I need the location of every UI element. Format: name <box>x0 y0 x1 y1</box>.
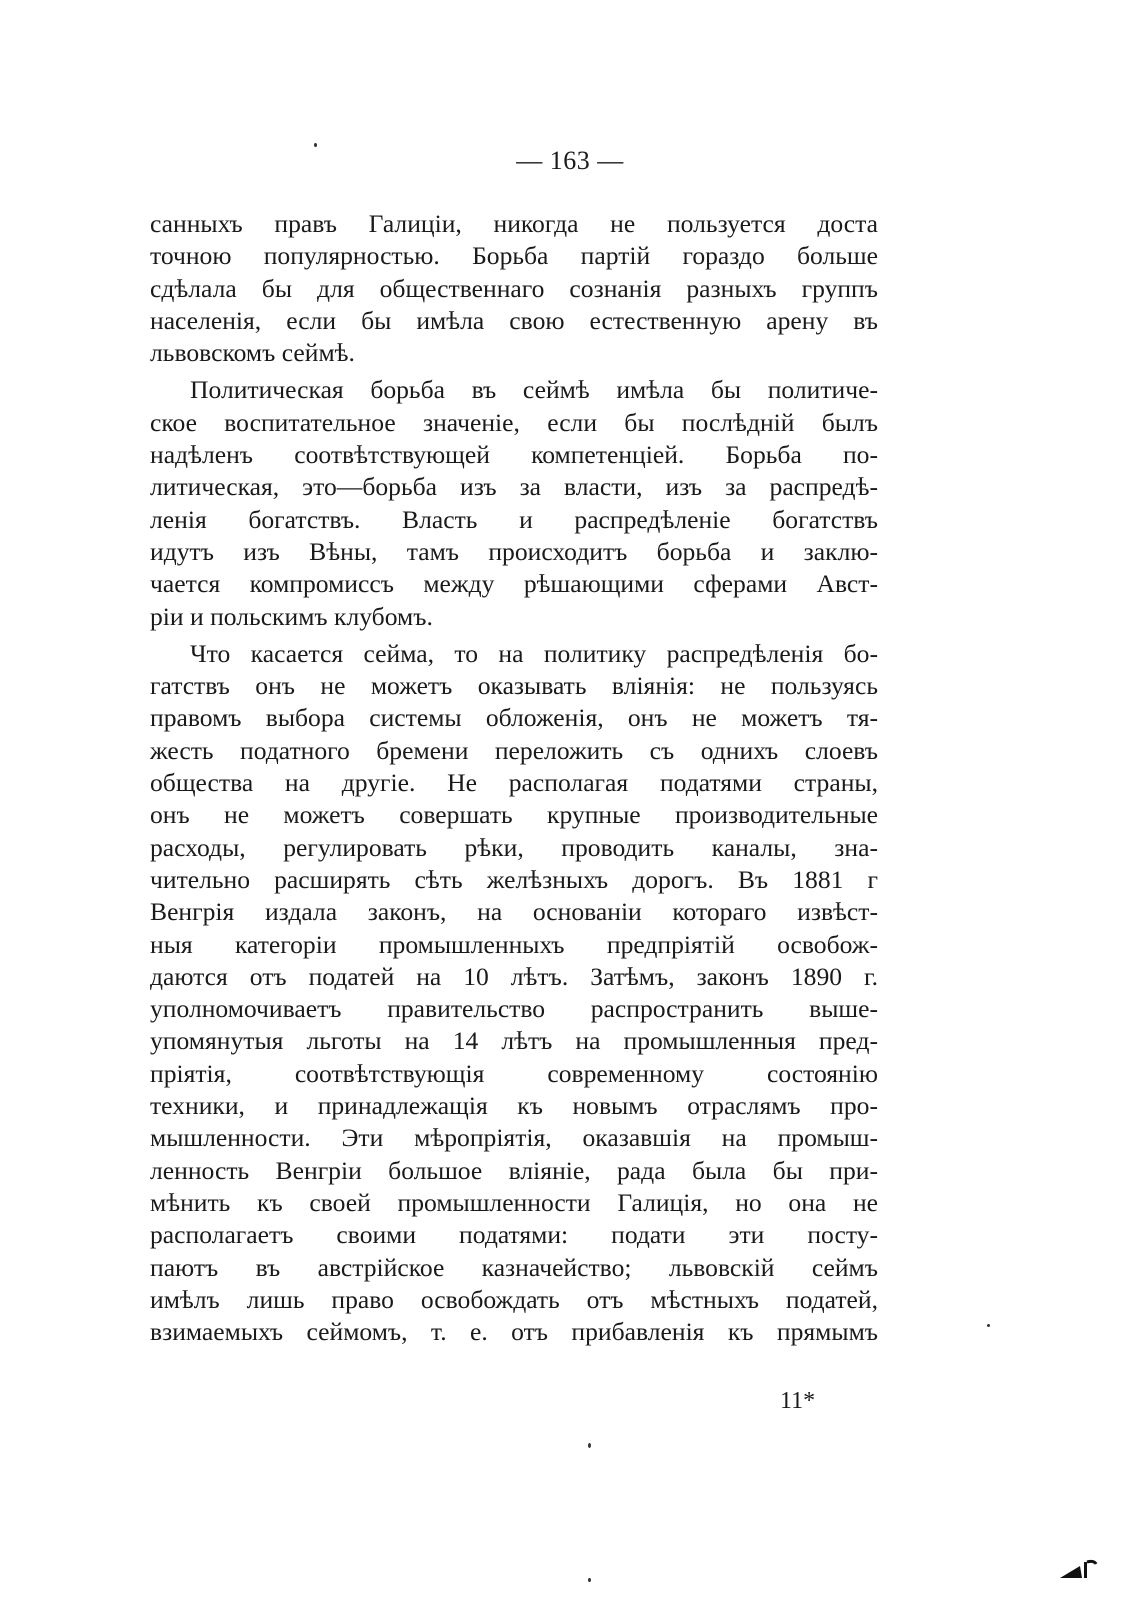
text-line: чается компромиссъ между рѣшающими сферами Авст- <box>150 569 878 599</box>
text-line: ріи и польскимъ клубомъ. <box>150 601 433 631</box>
text-line: правомъ выбора системы обложенія, онъ не можетъ тя- <box>150 703 878 733</box>
text-line: Политическая борьба въ сеймѣ имѣла бы политиче- <box>190 375 878 405</box>
text-line: расходы, регулировать рѣки, проводить каналы, зна- <box>150 832 878 862</box>
text-line: пріятія, соотвѣтствующія современному состоянію <box>150 1058 878 1088</box>
text-line: литическая, это—борьба изъ за власти, изъ за распредѣ- <box>150 472 878 502</box>
paragraph-2 <box>150 374 878 632</box>
page-number: — 163 — <box>516 146 624 175</box>
text-line: мышленности. Эти мѣропріятія, оказавшія на промыш- <box>150 1123 878 1153</box>
scan-corner-mark-icon <box>1058 1558 1098 1580</box>
text-line: санныхъ правъ Галиціи, никогда не пользуется доста <box>150 209 878 238</box>
text-line: мѣнить къ своей промышленности Галиція, но она не <box>150 1187 878 1217</box>
text-line: Венгрія издала законъ, на основаніи котораго извѣст- <box>150 897 878 927</box>
text-line: гатствъ онъ не можетъ оказывать вліянія: не пользуясь <box>150 671 878 701</box>
text-line: надѣленъ соотвѣтствующей компетенціей. Борьба по- <box>150 440 878 470</box>
text-line: онъ не можетъ совершать крупные производительные <box>150 800 878 830</box>
text-line: даются отъ податей на 10 лѣтъ. Затѣмъ, законъ 1890 г. <box>150 961 878 991</box>
text-line: уполномочиваетъ правительство распространить выше- <box>150 994 878 1024</box>
signature-mark: 11* <box>780 1388 816 1414</box>
text-line: жесть податного бремени переложить съ однихъ слоевъ <box>150 735 878 765</box>
text-line: ленія богатствъ. Власть и распредѣленіе богатствъ <box>150 504 878 534</box>
scan-speck <box>588 1578 591 1582</box>
text-line: чительно расширять сѣть желѣзныхъ дорогъ. Въ 1881 г <box>150 864 878 894</box>
text-line: идутъ изъ Вѣны, тамъ происходитъ борьба и заклю- <box>150 536 878 566</box>
text-line: сдѣлала бы для общественнаго сознанія разныхъ группъ <box>150 273 878 303</box>
text-line: Что касается сейма, то на политику распредѣленія бо- <box>190 638 878 668</box>
text-line: точною популярностью. Борьба партій гораздо больше <box>150 241 878 271</box>
text-line: техники, и принадлежащія къ новымъ отраслямъ про- <box>150 1091 878 1121</box>
text-line: ское воспитательное значеніе, если бы послѣдній былъ <box>150 407 878 437</box>
scan-speck <box>314 143 317 147</box>
text-line: паютъ въ австрійское казначейство; львовскій сеймъ <box>150 1252 878 1282</box>
text-line: упомянутыя льготы на 14 лѣтъ на промышленныя пред- <box>150 1026 878 1056</box>
paragraph-1 <box>150 208 878 369</box>
text-line: общества на другіе. Не располагая податями страны, <box>150 768 878 798</box>
text-line: ленность Венгріи большое вліяніе, рада была бы при- <box>150 1155 878 1185</box>
text-line: ныя категоріи промышленныхъ предпріятій освобож- <box>150 929 878 959</box>
body-text <box>150 208 878 1348</box>
paragraph-3 <box>150 638 878 1349</box>
scan-speck <box>588 1443 591 1448</box>
text-line: населенія, если бы имѣла свою естественную арену въ <box>150 305 878 335</box>
scan-speck <box>987 1324 990 1327</box>
text-line: львовскомъ сеймѣ. <box>150 338 355 368</box>
text-line: имѣлъ лишь право освобождать отъ мѣстныхъ податей, <box>150 1284 878 1314</box>
text-line: взимаемыхъ сеймомъ, т. е. отъ прибавленія къ прямымъ <box>150 1317 878 1347</box>
text-line: располагаетъ своими податями: подати эти посту- <box>150 1220 878 1250</box>
